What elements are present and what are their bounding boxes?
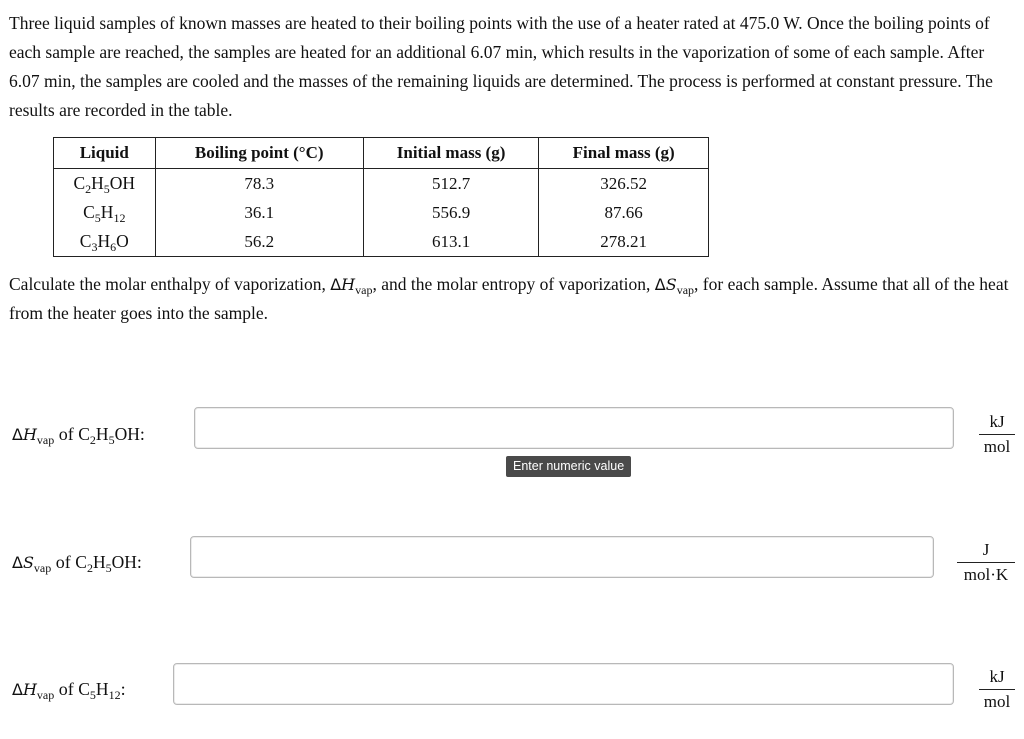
instruction-text-1: Calculate the molar enthalpy of vaporization,	[9, 274, 331, 294]
initial-mass-cell: 512.7	[363, 169, 539, 199]
dh-vap-pentane-input[interactable]	[173, 663, 954, 705]
table-row	[54, 227, 709, 257]
delta-h-vap-symbol: $\Delta H_{vap}$	[330, 275, 373, 297]
ds-vap-ethanol-input[interactable]	[190, 536, 934, 578]
table-row	[54, 198, 709, 227]
delta-s-vap-symbol: $\Delta S_{vap}$	[654, 275, 695, 297]
final-mass-cell: 278.21	[539, 227, 709, 257]
header-boiling-point: Boiling point (°C)	[155, 138, 363, 169]
header-initial-mass: Initial mass (g)	[363, 138, 539, 169]
boiling-point-cell: 56.2	[155, 227, 363, 257]
initial-mass-cell: 613.1	[363, 227, 539, 257]
liquid-formula: $C_2H_5OH$	[54, 169, 156, 199]
input-tooltip: Enter numeric value	[506, 456, 631, 477]
instruction-text-3: , for each sample. Assume that all of the heat from the heater goes into the sample.	[9, 274, 1009, 323]
final-mass-cell: 326.52	[539, 169, 709, 199]
liquid-formula: $C_5H_{12}$	[54, 198, 156, 227]
table-row	[54, 169, 709, 199]
dh-vap-ethanol-input[interactable]	[194, 407, 954, 449]
question-label-ds-ethanol: $\Delta S_{vap}$ of $C_2H_5OH$:	[12, 552, 142, 575]
table-header-row	[54, 138, 709, 169]
unit-kj-per-mol: kJ mol	[979, 667, 1015, 712]
liquid-formula: $C_3H_6O$	[54, 227, 156, 257]
boiling-point-cell: 36.1	[155, 198, 363, 227]
header-final-mass: Final mass (g)	[539, 138, 709, 169]
results-table	[53, 137, 709, 257]
instruction-text-2: , and the molar entropy of vaporization,	[372, 274, 655, 294]
unit-j-per-mol-k: J mol·K	[957, 540, 1015, 585]
unit-kj-per-mol: kJ mol	[979, 412, 1015, 457]
header-liquid: Liquid	[54, 138, 156, 169]
initial-mass-cell: 556.9	[363, 198, 539, 227]
problem-instruction	[9, 270, 1019, 328]
problem-intro: Three liquid samples of known masses are heated to their boiling points with the use of a heater rated at 475.0 W. Once the boiling points of each sample are reached, the samples are heated for an additional 6.07 min, which results in the vaporization of some of each sample. After 6.07 min, the samples are cooled and the masses of the remaining liquids are determined. The process is performed at constant pressure. The results are recorded in the table.	[9, 13, 993, 120]
question-label-dh-ethanol: $\Delta H_{vap}$ of $C_2H_5OH$:	[12, 424, 145, 447]
final-mass-cell: 87.66	[539, 198, 709, 227]
boiling-point-cell: 78.3	[155, 169, 363, 199]
question-label-dh-pentane: $\Delta H_{vap}$ of $C_5H_{12}$:	[12, 679, 126, 702]
